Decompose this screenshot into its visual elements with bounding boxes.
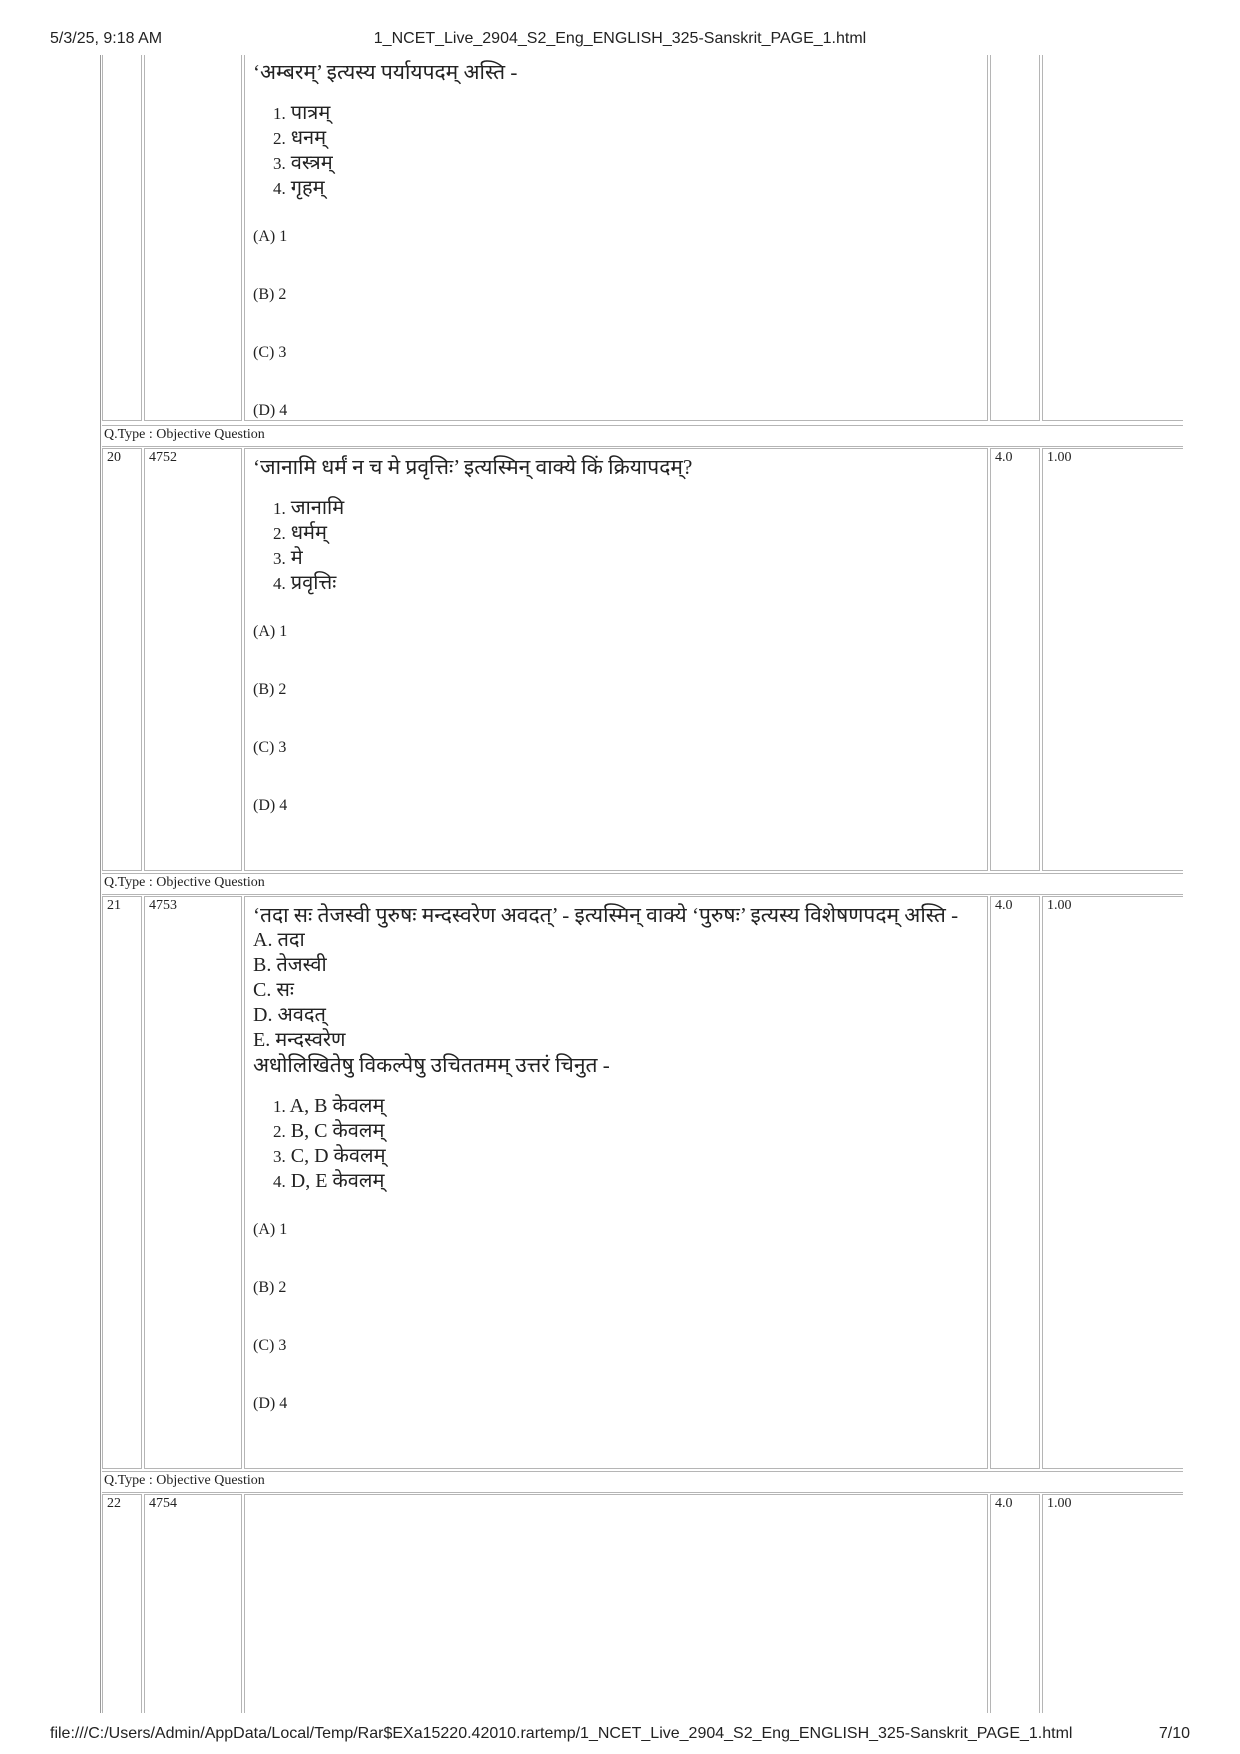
answer-choice-c: (C) 3 [253,739,287,756]
answer-choices [253,622,987,854]
answer-choices [253,1220,987,1452]
statement-item: E. मन्दस्वरेण [253,1029,346,1051]
sno-cell [102,55,142,421]
answer-choice-c: (C) 3 [253,1337,287,1354]
qid-cell [144,55,242,421]
option-list [253,496,987,596]
statement-item: C. सः [253,979,294,1001]
print-header [0,30,1240,52]
option-list [253,101,987,201]
answer-choice-d: (D) 4 [253,797,288,814]
option-item: 2. B, C केवलम् [273,1120,385,1142]
print-doc-title: 1_NCET_Live_2904_S2_Eng_ENGLISH_325-Sanskrit_PAGE_1.html [373,30,867,47]
option-item: 3. C, D केवलम् [273,1145,386,1167]
option-item: 2. धनम् [273,127,327,149]
option-item: 3. वस्त्रम् [273,152,333,174]
answer-choice-a: (A) 1 [253,228,288,245]
negative-marks-cell: 1.00 [1042,1494,1183,1713]
option-item: 3. मे [273,547,303,569]
option-item: 4. प्रवृत्तिः [273,572,337,594]
marks-cell: 4.0 [990,896,1040,1469]
question-instruction: अधोलिखितेषु विकल्पेषु उचिततमम् उत्तरं चिनुत - [253,1053,610,1077]
statement-item: D. अवदत् [253,1004,326,1026]
qid-cell: 4752 [144,448,242,871]
answer-choice-b: (B) 2 [253,1279,287,1296]
marks-cell: 4.0 [990,448,1040,871]
option-item: 2. धर्मम् [273,522,327,544]
print-datetime: 5/3/25, 9:18 AM [50,30,163,47]
answer-choice-d: (D) 4 [253,402,288,419]
sno-cell: 20 [102,448,142,871]
row-separator [102,894,1183,895]
question-cell [244,55,988,421]
qtype-label: Q.Type : Objective Question [104,427,265,442]
statement-item: B. तेजस्वी [253,954,327,976]
question-cell [244,1494,988,1713]
statement-item: A. तदा [253,929,305,951]
question-table [100,55,1183,1713]
question-text: ‘तदा सः तेजस्वी पुरुषः मन्दस्वरेण अवदत्’ - इत्यस्मिन् वाक्ये ‘पुरुषः’ इत्यस्य विशेषणपदम् अस्ति - [253,903,959,927]
print-page-indicator: 7/10 [1158,1725,1190,1742]
row-separator [102,446,1183,447]
negative-marks-cell: 1.00 [1042,896,1183,1469]
qtype-label: Q.Type : Objective Question [104,875,265,890]
marks-cell: 4.0 [990,1494,1040,1713]
marks-cell [990,55,1040,421]
qid-cell: 4753 [144,896,242,1469]
answer-choice-a: (A) 1 [253,1221,288,1238]
answer-choice-b: (B) 2 [253,681,287,698]
option-item: 1. जानामि [273,497,345,519]
qtype-label: Q.Type : Objective Question [104,1473,265,1488]
option-item: 1. A, B केवलम् [273,1095,385,1117]
print-footer [0,1725,1240,1747]
answer-choice-b: (B) 2 [253,286,287,303]
row-separator [102,1492,1183,1493]
answer-choice-c: (C) 3 [253,344,287,361]
question-cell [244,448,988,871]
answer-choice-d: (D) 4 [253,1395,288,1412]
option-item: 1. पात्रम् [273,102,331,124]
negative-marks-cell: 1.00 [1042,448,1183,871]
option-list [253,1094,987,1194]
answer-choice-a: (A) 1 [253,623,288,640]
table-left-border [100,55,101,1713]
qid-cell: 4754 [144,1494,242,1713]
negative-marks-cell [1042,55,1183,421]
print-file-path: file:///C:/Users/Admin/AppData/Local/Temp/Rar$EXa15220.42010.rartemp/1_NCET_Live_2904_S2_Eng_ENGLISH_325-Sanskrit_PAGE_1.html [50,1725,1073,1742]
question-cell [244,896,988,1469]
question-text: ‘जानामि धर्मं न च मे प्रवृत्तिः’ इत्यस्मिन् वाक्ये किं क्रियापदम्? [253,455,693,479]
option-item: 4. D, E केवलम् [273,1170,385,1192]
sno-cell: 22 [102,1494,142,1713]
sno-cell: 21 [102,896,142,1469]
option-item: 4. गृहम् [273,177,325,199]
question-text: ‘अम्बरम्’ इत्यस्य पर्यायपदम् अस्ति - [253,60,518,84]
